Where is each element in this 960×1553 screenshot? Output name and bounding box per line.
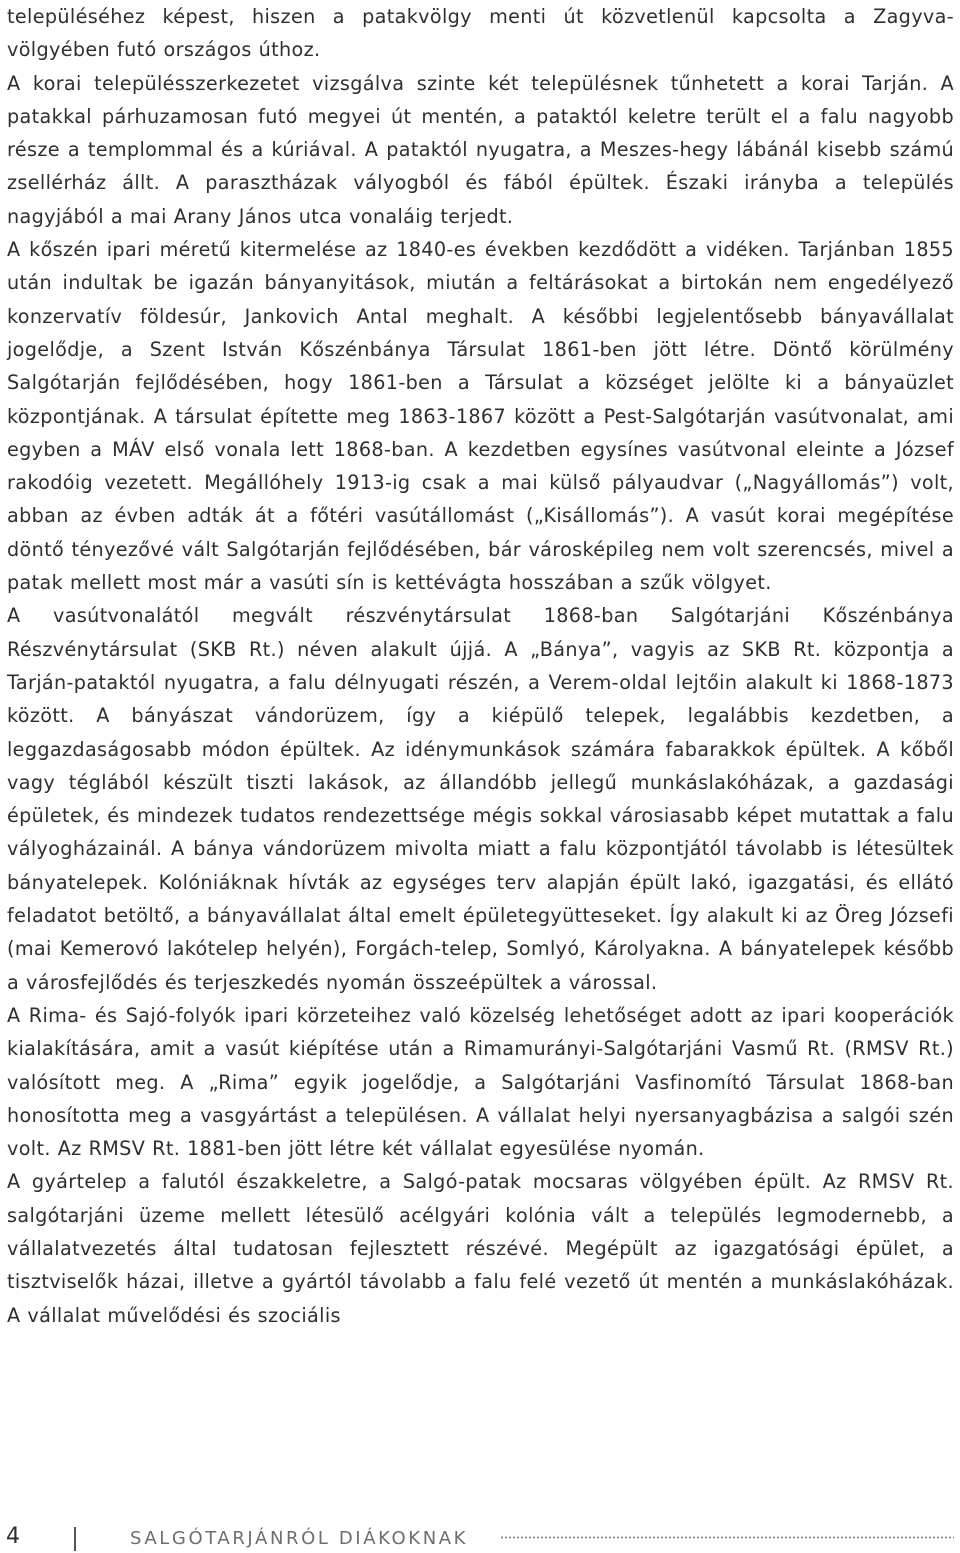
page-footer (0, 1520, 960, 1553)
paragraph-1: településéhez képest, hiszen a patakvölgy menti út közvetlenül kapcsolta a Zagyva-völgyében futó országos úthoz. (7, 5, 954, 62)
paragraph-4: A vasútvonalától megvált részvénytársulat 1868-ban Salgótarjáni Kőszénbánya Részvénytársulat (SKB Rt.) néven alakult újjá. A „Bánya”, vagyis az SKB Rt. központja a Tarján-pataktól nyugatra, a falu délnyugati részén, a Verem-oldal lejtőin alakult ki 1868-1873 között. A bányászat vándorüzem, így a kiépülő telepek, legalábbis kezdetben, a leggazdaságosabb módon épültek. Az idénymunkások számára fabarakkok épültek. A kőből vagy téglából készült tiszti lakások, az állandóbb jellegű munkáslakóházak, a gazdasági épületek, és mindezek tudatos rendezettsége mégis sokkal városiasabb képet mutattak a falu vályogházainál. A bánya vándorüzem mivolta miatt a falu központjától távolabb is létesültek bányatelepek. Kolóniáknak hívták az egységes terv alapján épült lakó, igazgatási, és ellátó feladatot betöltő, a bányavállalat által emelt épületegyütteseket. Így alakult ki az Öreg Józsefi (mai Kemerovó lakótelep helyén), Forgách-telep, Somlyó, Károlyakna. A bányatelepek később a városfejlődés és terjeszkedés nyomán összeépültek a várossal. (7, 604, 954, 994)
body-text (7, 0, 954, 1332)
dotted-rule (500, 1536, 954, 1539)
publication-title: SALGÓTARJÁNRÓL DIÁKOKNAK (130, 1528, 469, 1549)
paragraph-5: A Rima- és Sajó-folyók ipari körzeteihez való közelség lehetőséget adott az ipari kooperációk kialakítására, amit a vasút kiépítése után a Rimamurányi-Salgótarjáni Vasmű Rt. (RMSV Rt.) valósított meg. A „Rima” egyik jogelődje, a Salgótarjáni Vasfinomító Társulat 1868-ban honosította meg a vasgyártást a településen. A vállalat helyi nyersanyagbázisa a salgói szén volt. Az RMSV Rt. 1881-ben jött létre két vállalat egyesülése nyomán. (7, 1003, 954, 1161)
page-number: 4 (6, 1524, 20, 1549)
paragraph-6: A gyártelep a falutól északkeletre, a Salgó-patak mocsaras völgyében épült. Az RMSV Rt. salgótarjáni üzeme mellett létesülő acélgyári kolónia vált a település legmodernebb, a vállalatvezetés által tudatosan fejlesztett részévé. Megépült az igazgatósági épület, a tisztviselők házai, illetve a gyártól távolabb a falu felé vezető út mentén a munkáslakóházak. A vállalat művelődési és szociális (7, 1170, 954, 1327)
paragraph-2: A korai településszerkezetet vizsgálva szinte két településnek tűnhetett a korai Tarján. A patakkal párhuzamosan futó megyei út mentén, a pataktól keletre terült el a falu nagyobb része a templommal és a kúriával. A pataktól nyugatra, a Meszes-hegy lábánál kisebb számú zsellérház állt. A parasztházak vályogból és fából épültek. Északi irányba a település nagyjából a mai Arany János utca vonaláig terjedt. (7, 71, 954, 228)
footer-divider (74, 1527, 76, 1551)
paragraph-3: A kőszén ipari méretű kitermelése az 1840-es években kezdődött a vidéken. Tarjánban 1855 után indultak be igazán bányanyitások, miután a feltárásokat a birtokán nem engedélyező konzervatív földesúr, Jankovich Antal meghalt. A későbbi legjelentősebb bányavállalat jogelődje, a Szent István Kőszénbánya Társulat 1861-ben jött létre. Döntő körülmény Salgótarján fejlődésében, hogy 1861-ben a Társulat a községet jelölte ki a bányaüzlet központjának. A társulat építette meg 1863-1867 között a Pest-Salgótarján vasútvonalat, ami egyben a MÁV első vonala lett 1868-ban. A kezdetben egysínes vasútvonal eleinte a József rakodóig vezetett. Megállóhely 1913-ig csak a mai külső pályaudvar („Nagyállomás”) volt, abban az évben adták át a főtéri vasútállomást („Kisállomás”). A vasút korai megépítése döntő tényezővé vált Salgótarján fejlődésében, bár városképileg nem volt szerencsés, mivel a patak mellett most már a vasúti sín is kettévágta hosszában a szűk völgyet. (7, 238, 954, 595)
